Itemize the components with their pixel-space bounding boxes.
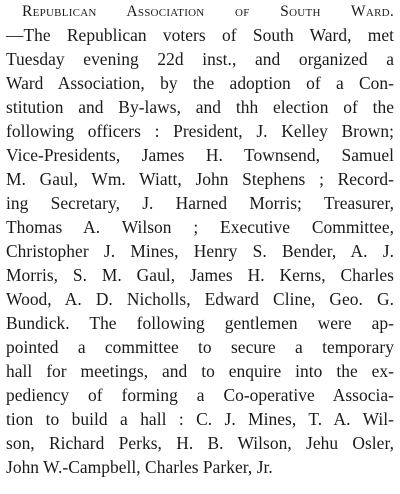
article-line: pediency of forming a Co-operative Associa- [6, 385, 394, 405]
article-line: stitution and By-laws, and thh election of the [6, 97, 394, 117]
article-line: Tuesday evening 22d inst., and organized a [6, 49, 394, 69]
article-line: Morris, S. M. Gaul, James H. Kerns, Charles [6, 265, 394, 285]
article-line: M. Gaul, Wm. Wiatt, John Stephens ; Record- [6, 169, 394, 189]
article-line: —The Republican voters of South Ward, met [6, 25, 394, 45]
article-headline: Republican Association of South Ward. [22, 3, 394, 20]
article-line: Ward Association, by the adoption of a Con- [6, 73, 394, 93]
article-line: Bundick. The following gentlemen were ap- [6, 313, 394, 333]
article-line: Wood, A. D. Nicholls, Edward Cline, Geo. G. [6, 289, 394, 309]
article-line: ing Secretary, J. Harned Morris; Treasurer, [6, 193, 394, 213]
article-line: tion to build a hall : C. J. Mines, T. A. Wil- [6, 409, 394, 429]
article-line: pointed a committee to secure a temporary [6, 337, 394, 357]
article-line: John W.-Campbell, Charles Parker, Jr. [6, 457, 273, 477]
article-line: hall for meetings, and to enquire into the ex- [6, 361, 394, 381]
article-line: Vice-Presidents, James H. Townsend, Samuel [6, 145, 394, 165]
article-line: following officers : President, J. Kelley Brown; [6, 121, 394, 141]
article-line: son, Richard Perks, H. B. Wilson, Jehu Osler, [6, 433, 394, 453]
article-line: Christopher J. Mines, Henry S. Bender, A. J. [6, 241, 394, 261]
article-line: Thomas A. Wilson ; Executive Committee, [6, 217, 394, 237]
